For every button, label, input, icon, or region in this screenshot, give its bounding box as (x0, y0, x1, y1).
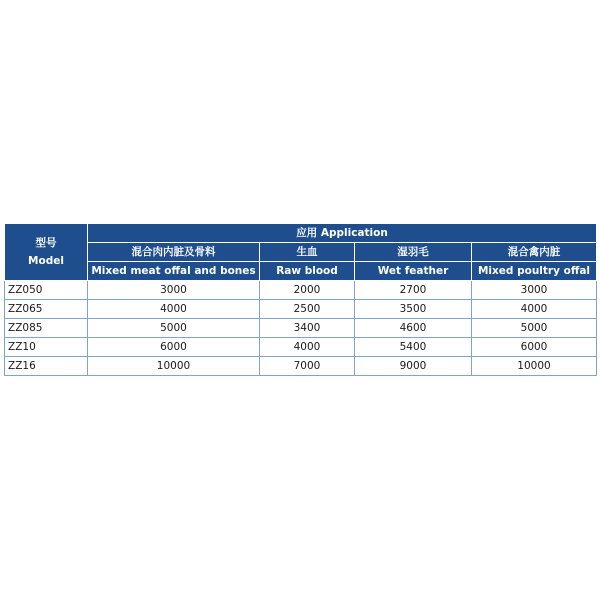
model-cell: ZZ16 (5, 357, 88, 376)
value-cell: 10000 (472, 357, 597, 376)
value-cell: 3400 (260, 319, 355, 338)
value-cell: 2000 (260, 281, 355, 300)
table-header (5, 224, 597, 281)
table-row (5, 338, 597, 357)
model-cell: ZZ10 (5, 338, 88, 357)
column-header-zh: 生血 (260, 243, 355, 262)
column-header-en: Mixed poultry offal (472, 262, 597, 281)
model-cell: ZZ065 (5, 300, 88, 319)
model-header-en: Model (28, 255, 64, 267)
column-header-zh: 混合禽内脏 (472, 243, 597, 262)
value-cell: 3000 (88, 281, 260, 300)
value-cell: 5000 (472, 319, 597, 338)
value-cell: 4000 (260, 338, 355, 357)
value-cell: 7000 (260, 357, 355, 376)
value-cell: 4000 (472, 300, 597, 319)
value-cell: 10000 (88, 357, 260, 376)
value-cell: 5000 (88, 319, 260, 338)
application-header: 应用 Application (88, 224, 597, 243)
table-row (5, 357, 597, 376)
value-cell: 3500 (355, 300, 472, 319)
value-cell: 3000 (472, 281, 597, 300)
table-row (5, 319, 597, 338)
model-header-zh: 型号 (35, 237, 57, 249)
model-cell: ZZ050 (5, 281, 88, 300)
value-cell: 5400 (355, 338, 472, 357)
value-cell: 9000 (355, 357, 472, 376)
table-row (5, 300, 597, 319)
value-cell: 4600 (355, 319, 472, 338)
model-cell: ZZ085 (5, 319, 88, 338)
table-body (5, 281, 597, 376)
value-cell: 2700 (355, 281, 472, 300)
value-cell: 2500 (260, 300, 355, 319)
column-header-zh: 湿羽毛 (355, 243, 472, 262)
value-cell: 6000 (472, 338, 597, 357)
column-header-en: Mixed meat offal and bones (88, 262, 260, 281)
capacity-table (4, 223, 597, 376)
value-cell: 4000 (88, 300, 260, 319)
column-header-en: Wet feather (355, 262, 472, 281)
column-header-en: Raw blood (260, 262, 355, 281)
model-header (5, 224, 88, 281)
column-header-zh: 混合肉内脏及骨料 (88, 243, 260, 262)
value-cell: 6000 (88, 338, 260, 357)
table-row (5, 281, 597, 300)
